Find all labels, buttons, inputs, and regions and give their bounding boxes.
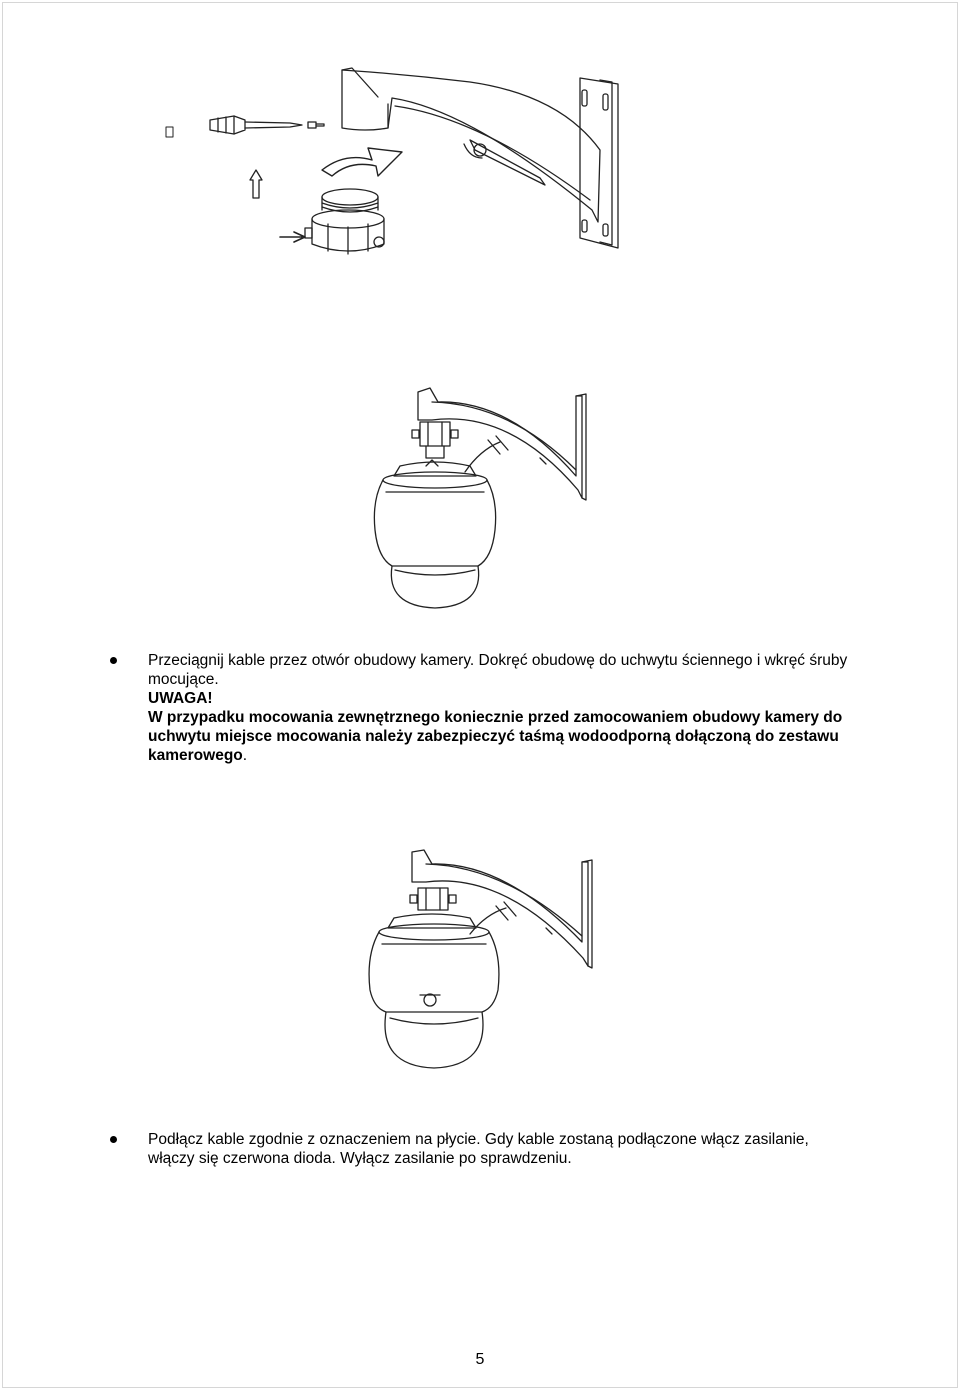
step-1 <box>110 651 850 765</box>
step-2 <box>110 1130 850 1168</box>
camera-dome <box>369 914 499 1068</box>
screwdriver-icon <box>210 116 324 134</box>
adapter-ring <box>410 888 456 910</box>
bullet-icon <box>110 657 117 664</box>
wall-bracket <box>418 388 586 500</box>
bullet-icon <box>110 1136 117 1143</box>
page-number: 5 <box>475 1351 485 1368</box>
step-2-text: Podłącz kable zgodnie z oznaczeniem na płycie. Gdy kable zostaną podłączone włącz zasilanie, włączy się czerwona dioda. Wyłącz zasilanie po sprawdzeniu. <box>148 1131 809 1167</box>
wall-bracket <box>412 850 592 968</box>
rotate-arrow-icon <box>322 148 402 176</box>
right-arrow-icon <box>280 232 305 242</box>
camera-dome <box>374 460 495 608</box>
bracket-assembly-figure <box>0 0 960 270</box>
warning-text <box>148 708 850 765</box>
adapter-ring <box>305 189 384 254</box>
camera-mounted-final-figure <box>0 840 960 1080</box>
warning-body: W przypadku mocowania zewnętrznego koniecznie przed zamocowaniem obudowy kamery do uchwytu miejsce mocowania należy zabezpieczyć taśmą wodoodporną dołączoną do zestawu kamerowego <box>148 709 843 764</box>
warning-title: UWAGA! <box>148 690 213 707</box>
step-1-text: Przeciągnij kable przez otwór obudowy kamery. Dokręć obudowę do uchwytu ściennego i wkręć śruby mocujące. <box>148 652 848 688</box>
adapter-ring <box>412 422 458 458</box>
up-arrow-icon <box>250 170 262 198</box>
warning-end: . <box>242 747 248 764</box>
camera-mounted-figure <box>0 380 960 620</box>
